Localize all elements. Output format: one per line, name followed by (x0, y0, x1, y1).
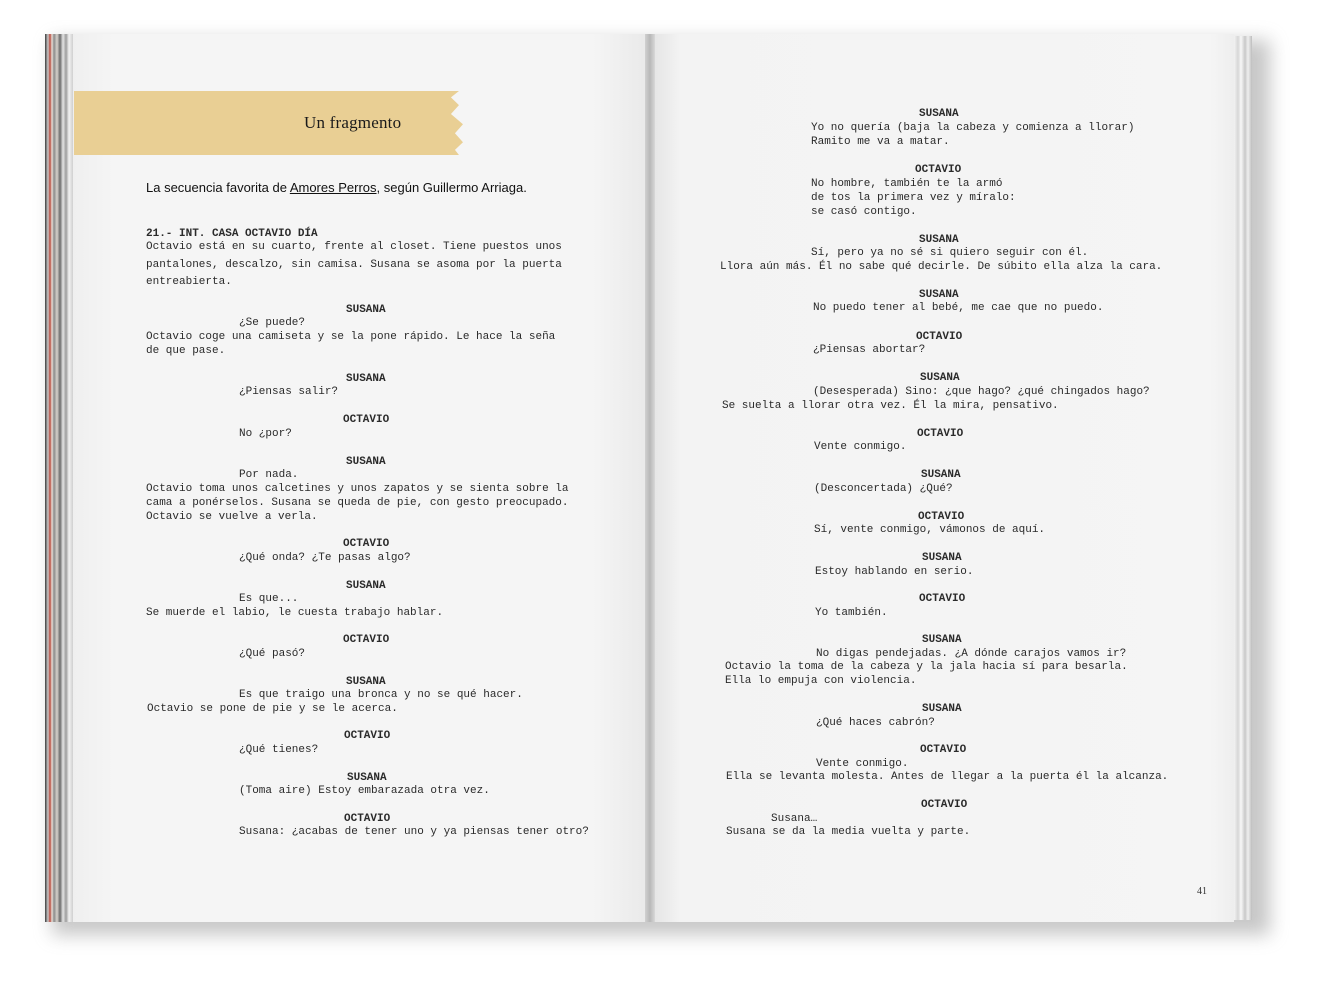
dialogue-line: ¿Qué pasó? (239, 648, 306, 660)
intro-prefix: La secuencia favorita de (146, 180, 290, 195)
action-line: Llora aún más. Él no sabe qué decirle. De súbito ella alza la cara. (720, 261, 1163, 273)
action-line: cama a ponérselos. Susana se queda de pie, con gesto preocupado. (146, 497, 569, 509)
section-title: Un fragmento (304, 113, 402, 132)
dialogue-line: Yo no quería (baja la cabeza y comienza a llorar) (811, 122, 1135, 134)
action-line: Ella se levanta molesta. Antes de llegar a la puerta él la alcanza. (726, 771, 1169, 783)
character-name: OCTAVIO (343, 538, 390, 550)
dialogue-line: Es que... (239, 593, 299, 605)
dialogue-line: No hombre, también te la armó (811, 178, 1003, 190)
action-line: Susana se da la media vuelta y parte. (726, 826, 971, 838)
dialogue-line: No puedo tener al bebé, me cae que no puedo. (813, 302, 1104, 314)
dialogue-line: (Desesperada) Sino: ¿que hago? ¿qué chingados hago? (813, 386, 1150, 398)
character-name: SUSANA (347, 772, 387, 784)
character-name: SUSANA (919, 234, 959, 246)
character-name: SUSANA (922, 703, 962, 715)
film-title: Amores Perros (289, 180, 377, 195)
header-tape (74, 91, 475, 155)
dialogue-line: ¿Qué haces cabrón? (816, 717, 935, 729)
dialogue-line: Sí, vente conmigo, vámonos de aquí. (814, 524, 1046, 536)
dialogue-line: ¿Se puede? (239, 317, 306, 329)
action-line: Ella lo empuja con violencia. (725, 675, 917, 687)
scene-heading: 21.- INT. CASA OCTAVIO DÍA (146, 228, 318, 240)
character-name: SUSANA (921, 469, 961, 481)
character-name: OCTAVIO (918, 511, 965, 523)
character-name: SUSANA (922, 552, 962, 564)
character-name: SUSANA (922, 634, 962, 646)
character-name: SUSANA (920, 372, 960, 384)
dialogue-line: se casó contigo. (811, 206, 917, 218)
dialogue-line: Vente conmigo. (816, 758, 909, 770)
action-line: entreabierta. (146, 276, 232, 288)
dialogue-line: ¿Qué tienes? (239, 744, 319, 756)
action-line: Octavio se vuelve a verla. (146, 511, 318, 523)
character-name: SUSANA (346, 373, 386, 385)
character-name: OCTAVIO (919, 593, 966, 605)
left-page-edges (45, 34, 73, 922)
book-gutter (645, 34, 655, 922)
character-name: SUSANA (919, 108, 959, 120)
character-name: OCTAVIO (921, 799, 968, 811)
character-name: OCTAVIO (343, 634, 390, 646)
dialogue-line: Estoy hablando en serio. (815, 566, 974, 578)
character-name: OCTAVIO (917, 428, 964, 440)
dialogue-line: ¿Piensas salir? (239, 386, 339, 398)
page-number: 41 (1197, 886, 1207, 897)
dialogue-line: (Toma aire) Estoy embarazada otra vez. (239, 785, 490, 797)
dialogue-line: No ¿por? (239, 428, 292, 440)
character-name: OCTAVIO (916, 331, 963, 343)
character-name: OCTAVIO (343, 414, 390, 426)
action-line: Octavio la toma de la cabeza y la jala hacia sí para besarla. (725, 661, 1128, 673)
character-name: SUSANA (919, 289, 959, 301)
action-line: Octavio toma unos calcetines y unos zapatos y se sienta sobre la (146, 483, 569, 495)
dialogue-line: No digas pendejadas. ¿A dónde carajos vamos ir? (816, 648, 1127, 660)
dialogue-line: Por nada. (239, 469, 299, 481)
dialogue-line: Susana: ¿acabas de tener uno y ya piensas tener otro? (239, 826, 589, 838)
dialogue-line: Susana… (771, 813, 818, 825)
action-line: pantalones, descalzo, sin camisa. Susana se asoma por la puerta (146, 259, 562, 271)
intro-suffix: , según Guillermo Arriaga. (376, 180, 527, 195)
intro-line (146, 180, 527, 195)
action-line: Se suelta a llorar otra vez. Él la mira, pensativo. (722, 400, 1059, 412)
action-line: Octavio se pone de pie y se le acerca. (147, 703, 398, 715)
character-name: OCTAVIO (920, 744, 967, 756)
character-name: SUSANA (346, 456, 386, 468)
dialogue-line: Yo también. (815, 607, 888, 619)
dialogue-line: Es que traigo una bronca y no se qué hacer. (239, 689, 523, 701)
character-name: OCTAVIO (915, 164, 962, 176)
action-line: de que pase. (146, 345, 226, 357)
dialogue-line: (Desconcertada) ¿Qué? (814, 483, 953, 495)
dialogue-line: Ramito me va a matar. (811, 136, 950, 148)
character-name: OCTAVIO (344, 730, 391, 742)
right-page-edges (1234, 36, 1252, 920)
dialogue-line: Sí, pero ya no sé si quiero seguir con él. (811, 247, 1089, 259)
dialogue-line: de tos la primera vez y míralo: (811, 192, 1016, 204)
action-line: Octavio está en su cuarto, frente al closet. Tiene puestos unos (146, 241, 562, 253)
character-name: SUSANA (346, 304, 386, 316)
character-name: SUSANA (346, 580, 386, 592)
dialogue-line: ¿Qué onda? ¿Te pasas algo? (239, 552, 411, 564)
character-name: OCTAVIO (344, 813, 391, 825)
character-name: SUSANA (346, 676, 386, 688)
action-line: Se muerde el labio, le cuesta trabajo hablar. (146, 607, 444, 619)
dialogue-line: ¿Piensas abortar? (813, 344, 926, 356)
dialogue-line: Vente conmigo. (814, 441, 907, 453)
action-line: Octavio coge una camiseta y se la pone rápido. Le hace la seña (146, 331, 556, 343)
